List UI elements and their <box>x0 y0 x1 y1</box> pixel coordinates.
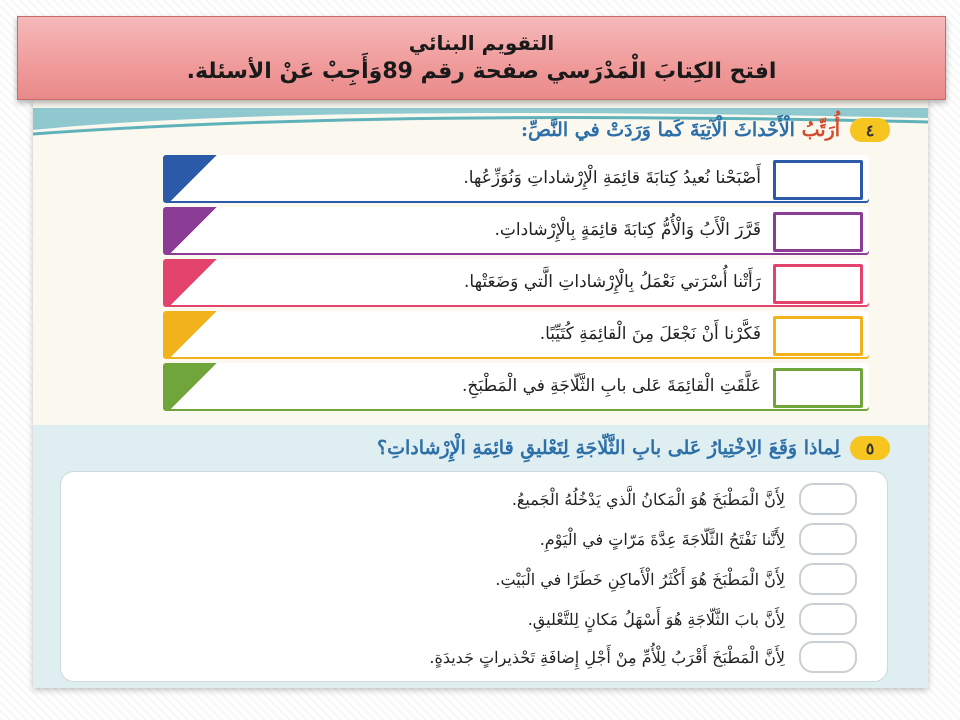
question-4-header <box>521 118 890 142</box>
ordering-item-text: أَصْبَحْنا نُعيدُ كِتابَةَ قائِمَةِ الْإِرْشاداتِ وَنُوَزِّعُها. <box>463 168 761 188</box>
question-5-number-badge: ٥ <box>850 436 890 460</box>
order-number-box[interactable] <box>773 316 863 356</box>
option-text: لِأَنَّ بابَ الثَّلّاجَةِ هُوَ أَسْهَلُ مَكانٍ لِلتَّعْليقِ. <box>527 609 785 629</box>
option-radio[interactable] <box>799 563 857 595</box>
option-text: لِأَنَّ الْمَطْبَخَ هُوَ الْمَكانُ الَّذي يَدْخُلُهُ الْجَميعُ. <box>511 489 785 509</box>
answer-option[interactable] <box>77 638 857 676</box>
ordering-item-text: فَكَّرْنا أَنْ نَجْعَلَ مِنَ الْقائِمَةِ كُتَيِّبًا. <box>539 324 761 344</box>
item-color-tab <box>167 259 221 305</box>
ordering-item-text: قَرَّرَ الْأَبُ وَالْأُمُّ كِتابَةَ قائِمَةٍ بِالْإِرْشاداتِ. <box>494 220 761 240</box>
question-4-prompt: الْأَحْداثَ الْآتِيَةَ كَما وَرَدَتْ في النَّصِّ: <box>521 119 795 141</box>
option-radio[interactable] <box>799 483 857 515</box>
ordering-item-text: عَلَّقَتِ الْقائِمَةَ عَلى بابِ الثَّلّاجَةِ في الْمَطْبَخِ. <box>462 376 761 396</box>
option-text: لِأَنَّ الْمَطْبَخَ أَقْرَبُ لِلْأُمِّ مِنْ أَجْلِ إِضافَةِ تَحْذيراتٍ جَديدَةٍ. <box>429 647 785 667</box>
item-color-tab <box>167 155 221 201</box>
ordering-item <box>163 259 869 305</box>
answer-option[interactable] <box>77 600 857 638</box>
ordering-list <box>163 155 869 415</box>
ordering-item <box>163 207 869 253</box>
order-number-box[interactable] <box>773 212 863 252</box>
banner-title: التقويم البنائي <box>408 31 555 55</box>
order-number-box[interactable] <box>773 368 863 408</box>
ordering-item <box>163 363 869 409</box>
question-5-header <box>377 436 890 460</box>
option-radio[interactable] <box>799 603 857 635</box>
answer-option[interactable] <box>77 520 857 558</box>
item-color-tab <box>167 207 221 253</box>
answer-option[interactable] <box>77 560 857 598</box>
ordering-item-text: رَأَتْنا أُسْرَتي نَعْمَلُ بِالْإِرْشاداتِ الَّتي وَضَعَتْها. <box>463 272 761 292</box>
question-4-label <box>521 119 840 141</box>
option-radio[interactable] <box>799 641 857 673</box>
answer-option[interactable] <box>77 480 857 518</box>
title-banner <box>17 16 946 100</box>
banner-instruction: افتح الكِتابَ الْمَدْرَسي صفحة رقم 89وَأَجِبْ عَنْ الأسئلة. <box>186 59 777 84</box>
item-color-tab <box>167 363 221 409</box>
question-4-verb: أُرَتِّبُ <box>801 119 840 141</box>
answer-options-panel <box>60 471 888 682</box>
option-text: لِأَنَّ الْمَطْبَخَ هُوَ أَكْثَرُ الْأَماكِنِ خَطَرًا في الْبَيْتِ. <box>495 569 785 589</box>
question-4-number-badge: ٤ <box>850 118 890 142</box>
order-number-box[interactable] <box>773 160 863 200</box>
ordering-item <box>163 155 869 201</box>
item-color-tab <box>167 311 221 357</box>
question-5-label: لِماذا وَقَعَ الِاخْتِيارُ عَلى بابِ الثَّلّاجَةِ لِتَعْليقِ قائِمَةِ الْإِرْشاداتِ؟ <box>377 437 840 459</box>
order-number-box[interactable] <box>773 264 863 304</box>
ordering-item <box>163 311 869 357</box>
option-radio[interactable] <box>799 523 857 555</box>
option-text: لِأَنَّنا نَفْتَحُ الثَّلّاجَةَ عِدَّةَ مَرّاتٍ في الْيَوْمِ. <box>539 529 785 549</box>
